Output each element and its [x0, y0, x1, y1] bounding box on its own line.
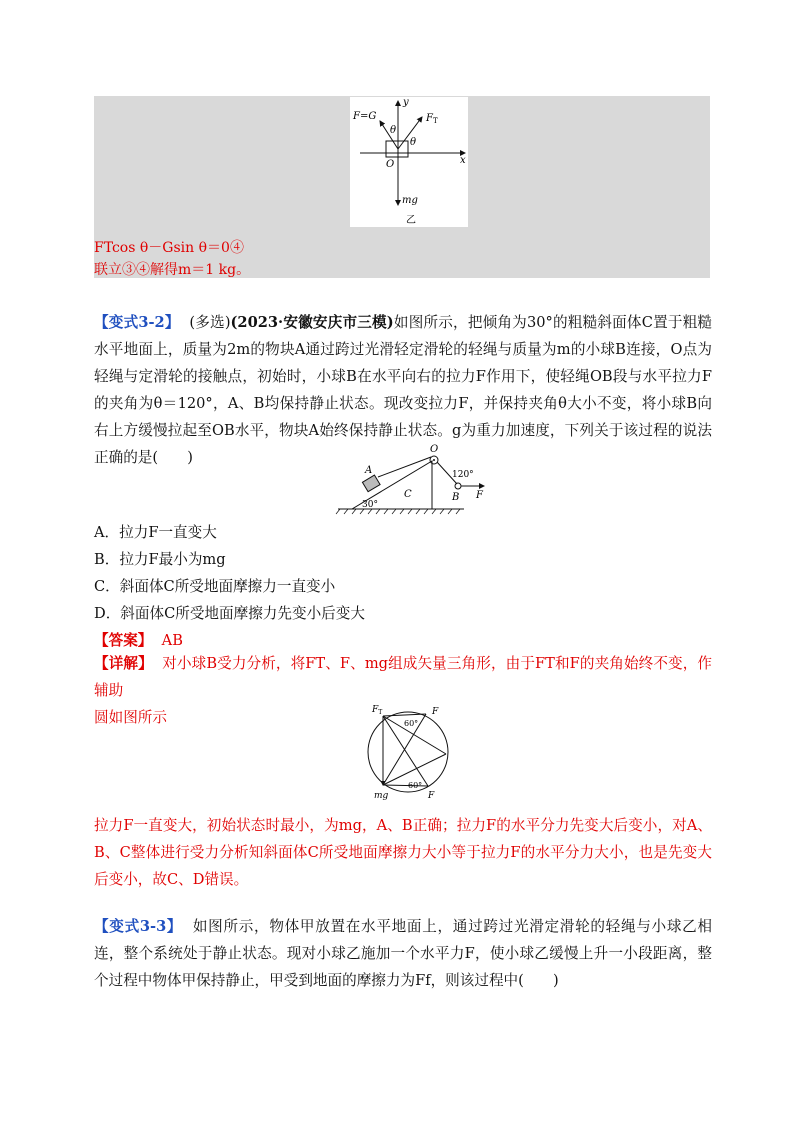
circle-label-f-top: F — [432, 707, 439, 717]
question-source-prefix: (多选) — [189, 314, 231, 331]
incline-label-o: O — [430, 444, 439, 455]
force-diagram-yi — [350, 97, 468, 227]
auxiliary-circle-figure — [358, 700, 458, 800]
question-text-rest: 上，质量为2m的物块A通过跨过光滑轻定滑轮的轻绳与质量为m的小球B连接，O点为轻绳与定滑轮的接触点，初始时，小球B在水平向右的拉力F作用下，使轻绳OB段与水平拉力F的夹角为θ＝120°，A、B均保持静止状态。现改变拉力F，并保持夹角θ大小不变，将小球B向右上方缓慢拉起至OB水平，物块A始终保持静止状态。g为重力加速度，下列关于该过程的说法正确的是( ) — [94, 341, 712, 466]
detail-text-second: 圆如图所示 — [94, 709, 167, 726]
incline-label-f: F — [476, 490, 483, 501]
force-diagram-svg — [350, 97, 468, 227]
option-a: A．拉力F一直变大 — [94, 524, 217, 541]
question-3-3-tag: 【变式3-3】 — [94, 918, 183, 935]
figure-caption: 乙 — [406, 215, 416, 226]
fig-label-theta-left: θ — [390, 125, 397, 136]
fig-label-origin: O — [386, 159, 395, 170]
option-b: B．拉力F最小为mg — [94, 551, 226, 568]
conclusion-paragraph: 拉力F一直变大，初始状态时最小，为mg，A、B正确；拉力F的水平分力先变大后变小，对A、B、C整体进行受力分析知斜面体C所受地面摩擦力大小等于拉力F的水平分力大小，也是先变大后变小，故C、D错误。 — [94, 817, 712, 888]
solve-line: 联立③④解得m＝1 kg。 — [94, 262, 251, 278]
answer-value: AB — [161, 632, 183, 649]
fig-label-y: y — [403, 97, 409, 108]
incline-label-c: C — [404, 489, 412, 500]
fig-label-ft: $F_T$ — [426, 113, 438, 125]
fig-label-fg: F=G — [353, 111, 377, 122]
question-source: (2023·安徽安庆市三模) — [230, 314, 394, 331]
incline-label-30: 30° — [362, 500, 378, 510]
question-3-3-stem — [94, 913, 712, 994]
question-3-3-text: 如图所示，物体甲放置在水平地面上，通过跨过光滑定滑轮的轻绳与小球乙相连，整个系统处于静止状态。现对小球乙施加一个水平力F，使小球乙缓慢上升一小段距离，整个过程中物体甲保持静止，甲受到地面的摩擦力为Ff，则该过程中( ) — [94, 918, 712, 989]
question-tag: 【变式3-2】 — [94, 314, 180, 331]
incline-label-a: A — [365, 465, 373, 476]
question-text-first: 如图所示，把倾角为30°的粗糙斜面体C置于粗糙水平地面 — [94, 314, 713, 358]
detail-tag: 【详解】 — [94, 655, 153, 672]
detail-text-first: 对小球B受力分析，将FT、F、mg组成矢量三角形，由于FT和F的夹角始终不变，作辅助 — [94, 655, 712, 699]
fig-label-x: x — [460, 155, 466, 166]
answer-tag: 【答案】 — [94, 632, 153, 649]
fig-label-theta-right: θ — [410, 137, 417, 148]
circle-label-60-top: 60° — [404, 719, 419, 728]
circle-label-f-bottom: F — [428, 791, 435, 800]
fig-label-mg: mg — [402, 195, 418, 206]
circle-label-mg: mg — [374, 791, 389, 800]
circle-label-ft: $F_T$ — [372, 705, 383, 716]
equation-line: FTcos θ－Gsin θ＝0④ — [94, 240, 244, 256]
option-c: C．斜面体C所受地面摩擦力一直变小 — [94, 578, 336, 595]
answer-line — [94, 630, 183, 652]
incline-label-b: B — [452, 492, 460, 503]
circle-label-60-bottom: 60° — [408, 781, 423, 790]
incline-label-120: 120° — [452, 470, 474, 480]
incline-pulley-figure — [334, 443, 494, 515]
option-d: D．斜面体C所受地面摩擦力先变小后变大 — [94, 605, 365, 622]
